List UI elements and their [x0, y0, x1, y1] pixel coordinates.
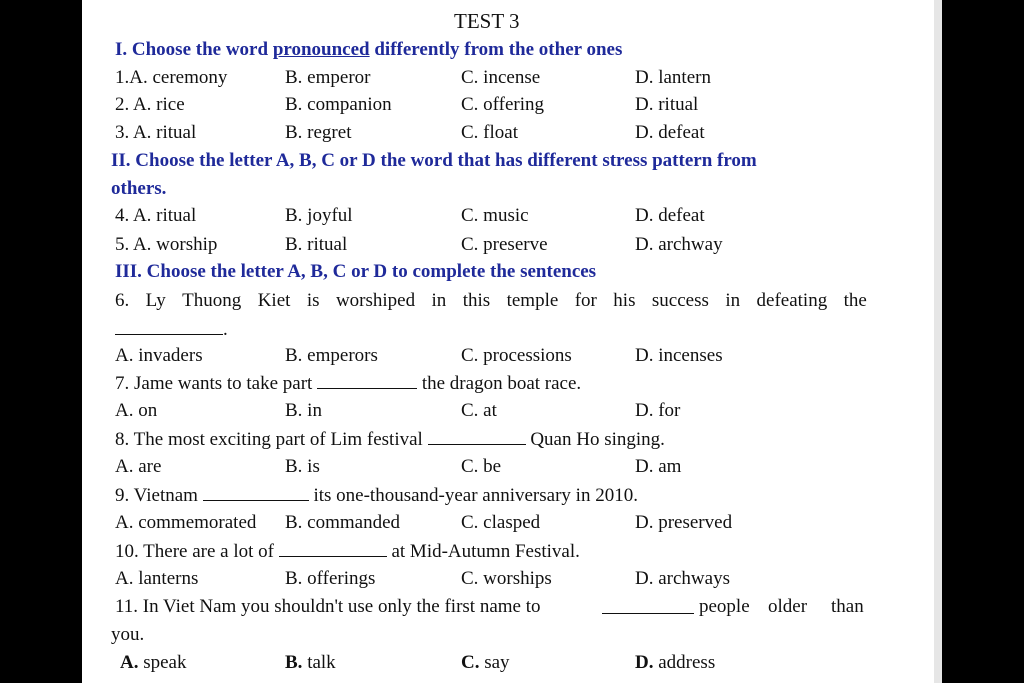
q1-option-d[interactable]: D. lantern [635, 67, 711, 88]
q11-option-d-letter: D. [635, 652, 654, 673]
q11-word-than: than [831, 596, 864, 617]
q2-option-d[interactable]: D. ritual [635, 94, 699, 115]
q8-stem-end: Quan Ho singing. [525, 429, 665, 450]
q6-answer-blank[interactable] [115, 318, 223, 335]
section-1-heading [115, 39, 622, 61]
q6-stem [115, 290, 867, 312]
q10-option-a[interactable]: A. lanterns [115, 568, 199, 589]
q6-word: Ly [145, 290, 166, 311]
q3-option-c[interactable]: C. float [461, 122, 518, 143]
q9-stem [115, 484, 638, 507]
worksheet-page [82, 0, 934, 683]
q8-option-a[interactable]: A. are [115, 456, 162, 477]
q2-option-a[interactable]: 2. A. rice [115, 94, 185, 115]
q5-option-c[interactable]: C. preserve [461, 234, 548, 255]
q6-end-punct: . [223, 319, 228, 340]
q10-option-b[interactable]: B. offerings [285, 568, 376, 589]
q9-option-b[interactable]: B. commanded [285, 512, 401, 533]
q7-option-a[interactable]: A. on [115, 400, 158, 421]
q11-option-c-text: say [479, 652, 510, 673]
q10-answer-blank[interactable] [279, 540, 387, 557]
q10-option-c[interactable]: C. worships [461, 568, 552, 589]
q4-option-d[interactable]: D. defeat [635, 205, 705, 226]
q7-answer-blank[interactable] [317, 372, 417, 389]
q3-option-a[interactable]: 3. A. ritual [115, 122, 197, 143]
q4-option-c[interactable]: C. music [461, 205, 529, 226]
q5-option-d[interactable]: D. archway [635, 234, 723, 255]
q6-word: defeating [756, 290, 828, 311]
page-edge [934, 0, 942, 683]
q2-option-b[interactable]: B. companion [285, 94, 392, 115]
q6-word: his [613, 290, 636, 311]
q8-option-c[interactable]: C. be [461, 456, 502, 477]
q6-word: this [462, 290, 491, 311]
q11-word-people: people [699, 596, 750, 617]
q11-option-c[interactable] [461, 652, 510, 674]
q4-option-a[interactable]: 4. A. ritual [115, 205, 197, 226]
q11-option-a-letter: A. [120, 652, 139, 673]
q6-word: 6. [115, 290, 130, 311]
q6-word: Kiet [257, 290, 291, 311]
q6-word: temple [506, 290, 559, 311]
q8-option-d[interactable]: D. am [635, 456, 682, 477]
q11-option-d[interactable] [635, 652, 715, 674]
q6-word: for [574, 290, 597, 311]
q11-option-b-text: talk [302, 652, 336, 673]
q7-option-c[interactable]: C. at [461, 400, 497, 421]
q11-option-a-text: speak [138, 652, 187, 673]
q10-stem [115, 540, 580, 563]
section-1-underlined: pronounced [272, 39, 370, 60]
q6-word: in [725, 290, 741, 311]
q9-stem-start: 9. Vietnam [115, 485, 203, 506]
q1-option-a[interactable]: 1.A. ceremony [115, 67, 228, 88]
q10-stem-start: 10. There are a lot of [115, 541, 279, 562]
q9-option-c[interactable]: C. clasped [461, 512, 541, 533]
section-2-heading: II. Choose the letter A, B, C or D the word that has different stress pattern from [111, 150, 757, 171]
q11-option-a[interactable] [120, 652, 187, 674]
q2-option-c[interactable]: C. offering [461, 94, 545, 115]
q7-stem-start: 7. Jame wants to take part [115, 373, 318, 394]
q11-option-b[interactable] [285, 652, 336, 674]
q3-option-d[interactable]: D. defeat [635, 122, 705, 143]
q6-option-a[interactable]: A. invaders [115, 345, 203, 366]
q6-word: Thuong [182, 290, 242, 311]
q11-option-b-letter: B. [285, 652, 303, 673]
q8-stem-start: 8. The most exciting part of Lim festival [115, 429, 428, 450]
q6-word: in [431, 290, 447, 311]
section-2-heading-cont: others. [111, 178, 167, 199]
q6-word: worshiped [335, 290, 416, 311]
q11-option-d-text: address [653, 652, 716, 673]
q10-stem-end: at Mid-Autumn Festival. [386, 541, 580, 562]
q3-option-b[interactable]: B. regret [285, 122, 352, 143]
q9-stem-end: its one-thousand-year anniversary in 2010. [308, 485, 638, 506]
q9-option-a[interactable]: A. commemorated [115, 512, 257, 533]
q7-stem [115, 372, 581, 395]
q11-word-older: older [768, 596, 808, 617]
q11-option-c-letter: C. [461, 652, 480, 673]
q1-option-b[interactable]: B. emperor [285, 67, 371, 88]
q4-option-b[interactable]: B. joyful [285, 205, 353, 226]
q6-option-b[interactable]: B. emperors [285, 345, 378, 366]
page-title: TEST 3 [454, 9, 520, 33]
section-1-text-end: differently from the other ones [369, 39, 623, 60]
q6-word: the [843, 290, 867, 311]
q8-answer-blank[interactable] [428, 428, 526, 445]
q9-option-d[interactable]: D. preserved [635, 512, 733, 533]
q8-option-b[interactable]: B. is [285, 456, 320, 477]
q11-answer-blank[interactable] [602, 597, 694, 614]
q11-stem-start: 11. In Viet Nam you shouldn't use only the first name to [115, 596, 541, 617]
q7-option-d[interactable]: D. for [635, 400, 681, 421]
q7-option-b[interactable]: B. in [285, 400, 322, 421]
q7-stem-end: the dragon boat race. [417, 373, 582, 394]
section-1-text: I. Choose the word [115, 39, 273, 60]
q6-blank-line [115, 318, 228, 341]
q1-option-c[interactable]: C. incense [461, 67, 541, 88]
q8-stem [115, 428, 665, 451]
q6-word: success [651, 290, 709, 311]
q11-stem-end: you. [111, 624, 145, 645]
q5-option-a[interactable]: 5. A. worship [115, 234, 218, 255]
q6-option-c[interactable]: C. processions [461, 345, 572, 366]
q9-answer-blank[interactable] [203, 484, 309, 501]
section-3-heading: III. Choose the letter A, B, C or D to complete the sentences [115, 261, 597, 282]
q10-option-d[interactable]: D. archways [635, 568, 730, 589]
q5-option-b[interactable]: B. ritual [285, 234, 348, 255]
q6-option-d[interactable]: D. incenses [635, 345, 723, 366]
q6-word: is [306, 290, 320, 311]
